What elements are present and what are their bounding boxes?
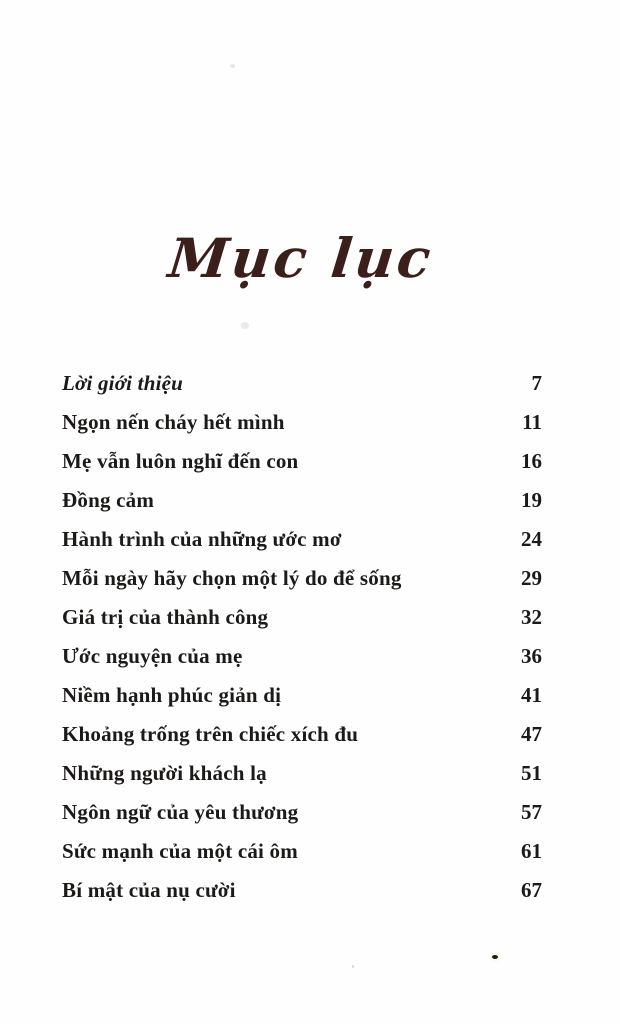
- toc-entry-page-number: 11: [522, 410, 542, 434]
- toc-entry-page-number: 36: [521, 644, 542, 668]
- toc-entry-row: [62, 442, 542, 481]
- toc-entry-page-number: 29: [521, 566, 542, 590]
- toc-entry-label: Mỗi ngày hãy chọn một lý do để sống: [62, 566, 402, 590]
- toc-entry-row: [62, 793, 542, 832]
- toc-entry-page-number: 57: [521, 800, 542, 824]
- toc-entry-label: Ngôn ngữ của yêu thương: [62, 800, 299, 824]
- toc-entry-page-number: 61: [521, 839, 542, 863]
- toc-entry-row: [62, 481, 542, 520]
- toc-entry-page-number: 67: [521, 878, 542, 902]
- toc-list: [62, 364, 542, 910]
- toc-entry-row: [62, 520, 542, 559]
- toc-entry-row: [62, 871, 542, 910]
- toc-entry-row: [62, 364, 542, 403]
- toc-entry-row: [62, 403, 542, 442]
- toc-entry-page-number: 24: [521, 527, 542, 551]
- toc-entry-row: [62, 676, 542, 715]
- ink-speck: [230, 64, 235, 68]
- toc-entry-row: [62, 715, 542, 754]
- toc-entry-page-number: 19: [521, 488, 542, 512]
- toc-entry-label: Khoảng trống trên chiếc xích đu: [62, 722, 359, 746]
- toc-entry-page-number: 16: [521, 449, 542, 473]
- toc-entry-page-number: 41: [521, 683, 542, 707]
- toc-entry-row: [62, 832, 542, 871]
- toc-entry-row: [62, 637, 542, 676]
- toc-entry-label: Niềm hạnh phúc giản dị: [62, 683, 282, 707]
- page-title: Mục lục: [165, 226, 437, 290]
- ink-speck: [241, 322, 249, 329]
- toc-entry-row: [62, 559, 542, 598]
- toc-entry-label: Hành trình của những ước mơ: [62, 527, 342, 551]
- toc-entry-label: Ngọn nến cháy hết mình: [62, 410, 285, 434]
- ink-speck: [352, 965, 354, 968]
- toc-entry-page-number: 7: [531, 371, 542, 395]
- toc-entry-row: [62, 754, 542, 793]
- ink-dot: [492, 955, 498, 959]
- toc-entry-page-number: 47: [521, 722, 542, 746]
- toc-entry-page-number: 51: [521, 761, 542, 785]
- toc-entry-label: Giá trị của thành công: [62, 605, 269, 629]
- toc-entry-label: Những người khách lạ: [62, 761, 267, 785]
- toc-entry-label: Ước nguyện của mẹ: [62, 644, 243, 668]
- toc-entry-label: Lời giới thiệu: [62, 371, 184, 395]
- toc-entry-row: [62, 598, 542, 637]
- toc-entry-label: Đồng cảm: [62, 488, 155, 512]
- toc-entry-label: Mẹ vẫn luôn nghĩ đến con: [62, 449, 299, 473]
- toc-entry-page-number: 32: [521, 605, 542, 629]
- toc-entry-label: Sức mạnh của một cái ôm: [62, 839, 298, 863]
- toc-entry-label: Bí mật của nụ cười: [62, 878, 236, 902]
